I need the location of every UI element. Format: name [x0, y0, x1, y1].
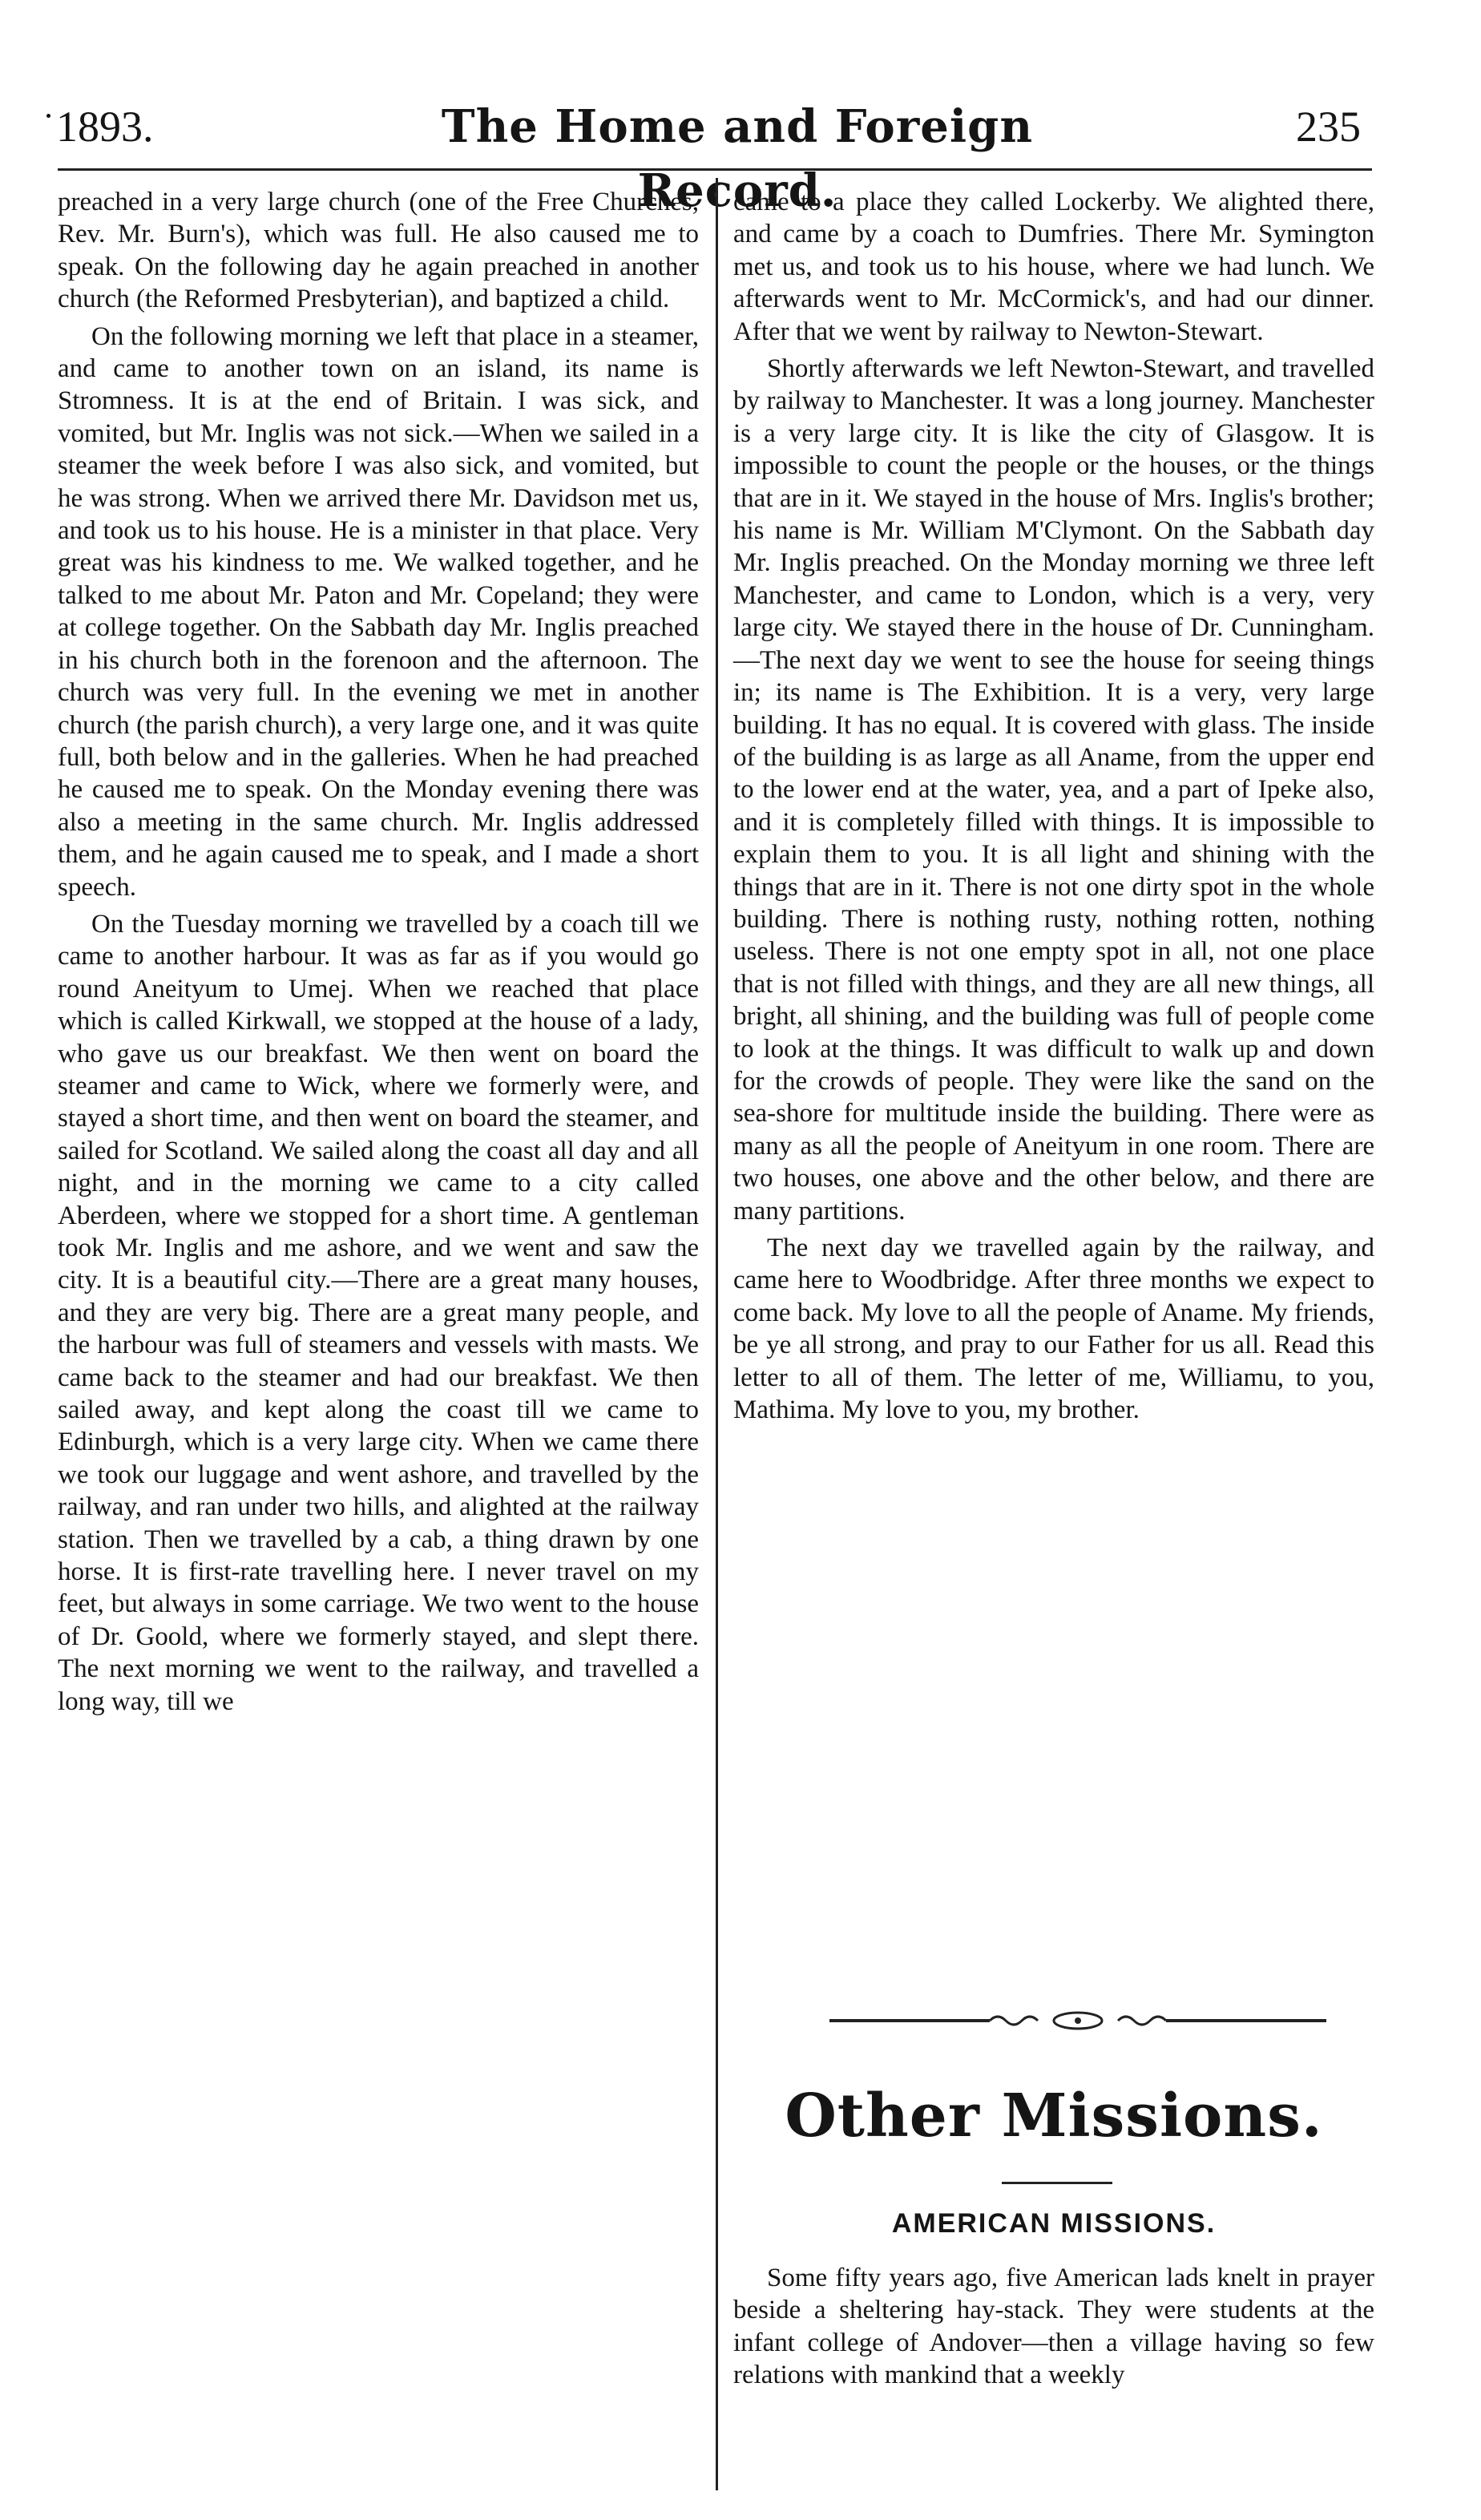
right-paragraph-1: came to a place they called Lockerby. We alighted there, and came by a coach to Dumfries. There Mr. Symington met us, and took us to his house, where we had lunch. We afterwards went to Mr. McCormick's, and had our dinner. After that we went by railway to Newton-Stewart. — [733, 188, 1374, 346]
right-paragraph-2: Shortly afterwards we left Newton-Stewart, and travelled by railway to Manchester. It was a long journey. Manchester is a very large city. It is like the city of Glasgow. It is impossible to count the people or the houses, or the things that are in it. We stayed in the house of Mrs. Inglis's brother; his name is Mr. William M'Clymont. On the Sabbath day Mr. Inglis preached. On the Monday morning we three left Manchester, and came to London, which is a very, very large city. We stayed there in the house of Dr. Cunningham.—The next day we went to see the house for seeing things in; its name is The Exhibition. It is a very, very large building. It has no equal. It is covered with glass. The inside of the building is as large as all Aname, from the upper end to the lower end at the water, yea, and a part of Ipeke also, and it is completely filled with things. It is impossible to explain them to you. It is all light and shining with the things that are in it. There is not one dirty spot in the whole building. There is nothing rusty, nothing rotten, nothing useless. There is not one empty spot in all, not one place that is not filled with things, and they are all new things, all bright, all shining, and the building was full of people come to look at the things. It was difficult to walk up and down for the crowds of people. They were like the sand on the sea-shore for multitude inside the building. There were as many as all the people of Aneityum in one room. There are two houses, one above and the other below, and there are many partitions. — [733, 354, 1374, 1226]
section-body — [733, 2262, 1374, 2392]
left-paragraph-1: preached in a very large church (one of the Free Churches, Rev. Mr. Burn's), which was full. He also caused me to speak. On the following day he again preached in another church (the Reformed Presbyterian), and baptized a child. — [58, 188, 699, 314]
ornamental-divider — [829, 2009, 1326, 2033]
header-page-number: 235 — [1296, 103, 1361, 151]
right-column — [733, 186, 1374, 1431]
running-header — [0, 95, 1481, 217]
left-column — [58, 186, 699, 1722]
column-divider — [716, 178, 718, 2490]
left-paragraph-3: On the Tuesday morning we travelled by a coach till we came to another harbour. It was as far as if you would go round Aneityum to Umej. When we reached that place which is called Kirkwall, we stopped at the house of a lady, who gave us our breakfast. We then went on board the steamer and came to Wick, where we formerly were, and stayed a short time, and then went on board the steamer, and sailed for Scotland. We sailed along the coast all day and all night, and in the morning we came to a city called Aberdeen, where we stopped for a short time. A gentleman took Mr. Inglis and me ashore, and we went and saw the city. It is a beautiful city.—There are a great many houses, and they are very big. There are a great many people, and the harbour was full of steamers and vessels with masts. We came back to the steamer and had our breakfast. We then sailed away, and kept along the coast till we came to Edinburgh, which is a very large city. When we came there we took our luggage and went ashore, and travelled by the railway, and ran under two hills, and alighted at the railway station. Then we travelled by a cab, a thing drawn by one horse. It is first-rate travelling here. I never travel on my feet, but always in some carriage. We two went to the house of Dr. Goold, where we formerly stayed, and slept there. The next morning we went to the railway, and travelled a long way, till we — [58, 909, 699, 1716]
right-paragraph-3: The next day we travelled again by the railway, and came here to Woodbridge. After three months we expect to come back. My love to all the people of Aname. My friends, be ye all strong, and pray to our Father for us all. Read this letter to all of them. The letter of me, Williamu, to you, Mathima. My love to you, my brother. — [733, 1234, 1374, 1425]
header-title: The Home and Foreign Record. — [441, 100, 1034, 217]
subsection-title: AMERICAN MISSIONS. — [891, 2208, 1217, 2239]
section-paragraph-1: Some fifty years ago, five American lads knelt in prayer beside a sheltering hay-stack. They were students at the infant college of Andover—then a village having so few relations with mankind that a weekly — [733, 2264, 1374, 2390]
section-rule — [1002, 2182, 1112, 2184]
header-year: 1893. — [56, 103, 154, 151]
header-rule — [58, 168, 1372, 171]
left-paragraph-2: On the following morning we left that place in a steamer, and came to another town on an island, its name is Stromness. It is at the end of Britain. I was sick, and vomited, but Mr. Inglis was not sick.—When we sailed in a steamer the week before I was also sick, and vomited, but he was strong. When we arrived there Mr. Davidson met us, and took us to his house. He is a minister in that place. Very great was his kindness to me. We walked together, and he talked to me about Mr. Paton and Mr. Copeland; they were at college together. On the Sabbath day Mr. Inglis preached in his church both in the forenoon and the afternoon. The church was very full. In the evening we met in another church (the parish church), a very large one, and it was quite full, both below and in the galleries. When he had preached he caused me to speak. On the Monday evening there was also a meeting in the same church. Mr. Inglis addressed them, and he again caused me to speak, and I made a short speech. — [58, 321, 699, 902]
section-title: Other Missions. — [785, 2082, 1323, 2150]
